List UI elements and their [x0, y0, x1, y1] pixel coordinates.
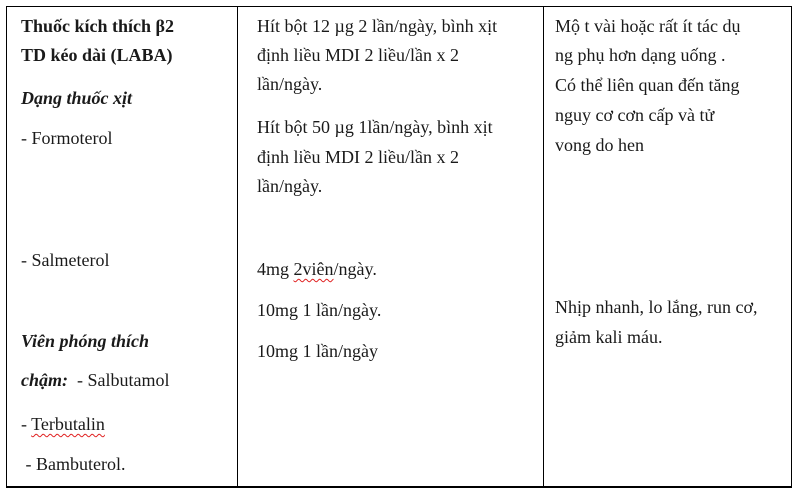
side-effects-column: [544, 7, 791, 487]
section-sustained-release-heading-line1: Viên phóng thích: [21, 331, 150, 351]
salbutamol-dose-amount: 4mg: [257, 259, 294, 279]
section-sustained-release-heading-line2: chậm:: [21, 370, 68, 390]
drug-class-title-line1: Thuốc kích thích β2: [21, 16, 175, 36]
dosage-column: [238, 7, 544, 487]
salbutamol-dose-count: 2viên: [293, 259, 334, 279]
salbutamol-dose-frequency: /ngày.: [333, 259, 377, 279]
sustained-release-line: [21, 365, 170, 395]
salmeterol-dose-line3: lần/ngày.: [257, 176, 323, 196]
formoterol-dose-line1: Hít bột 12 µg 2 lần/ngày, bình xịt: [257, 16, 498, 36]
salbutamol-dose: [257, 254, 377, 284]
formoterol-dose-line2: định liều MDI 2 liều/lần x 2: [257, 45, 459, 65]
inhaled-side-effect-line5: vong do hen: [555, 135, 644, 155]
inhaled-side-effect-line2: ng phụ hơn dạng uống .: [555, 45, 726, 65]
inhaled-side-effect-line3: Có thể liên quan đến tăng: [555, 75, 740, 95]
drug-terbutalin-line: [21, 409, 105, 439]
drug-salbutamol: - Salbutamol: [68, 370, 170, 390]
bambuterol-dose: 10mg 1 lần/ngày: [257, 341, 378, 361]
drug-name-column: [7, 7, 238, 487]
salmeterol-dose-line1: Hít bột 50 µg 1lần/ngày, bình xịt: [257, 117, 493, 137]
table-bottom-border: [7, 486, 791, 487]
inhaled-side-effect-line1: Mộ t vài hoặc rất ít tác dụ: [555, 16, 741, 36]
list-dash: -: [21, 414, 32, 434]
oral-side-effect-line1: Nhịp nhanh, lo lắng, run cơ,: [555, 297, 758, 317]
drug-formoterol: - Formoterol: [21, 128, 113, 148]
salmeterol-dose-line2: định liều MDI 2 liều/lần x 2: [257, 147, 459, 167]
formoterol-dose-line3: lần/ngày.: [257, 74, 323, 94]
oral-side-effect-line2: giảm kali máu.: [555, 327, 663, 347]
terbutalin-dose: 10mg 1 lần/ngày.: [257, 300, 382, 320]
section-inhaled-heading: Dạng thuốc xịt: [21, 88, 133, 108]
drug-salmeterol: - Salmeterol: [21, 250, 110, 270]
inhaled-side-effect-line4: nguy cơ cơn cấp và tử: [555, 105, 715, 125]
drug-terbutalin: Terbutalin: [31, 414, 105, 434]
drug-class-title-line2: TD kéo dài (LABA): [21, 45, 173, 65]
drug-bambuterol: - Bambuterol.: [21, 454, 126, 474]
drug-table: [6, 6, 792, 488]
